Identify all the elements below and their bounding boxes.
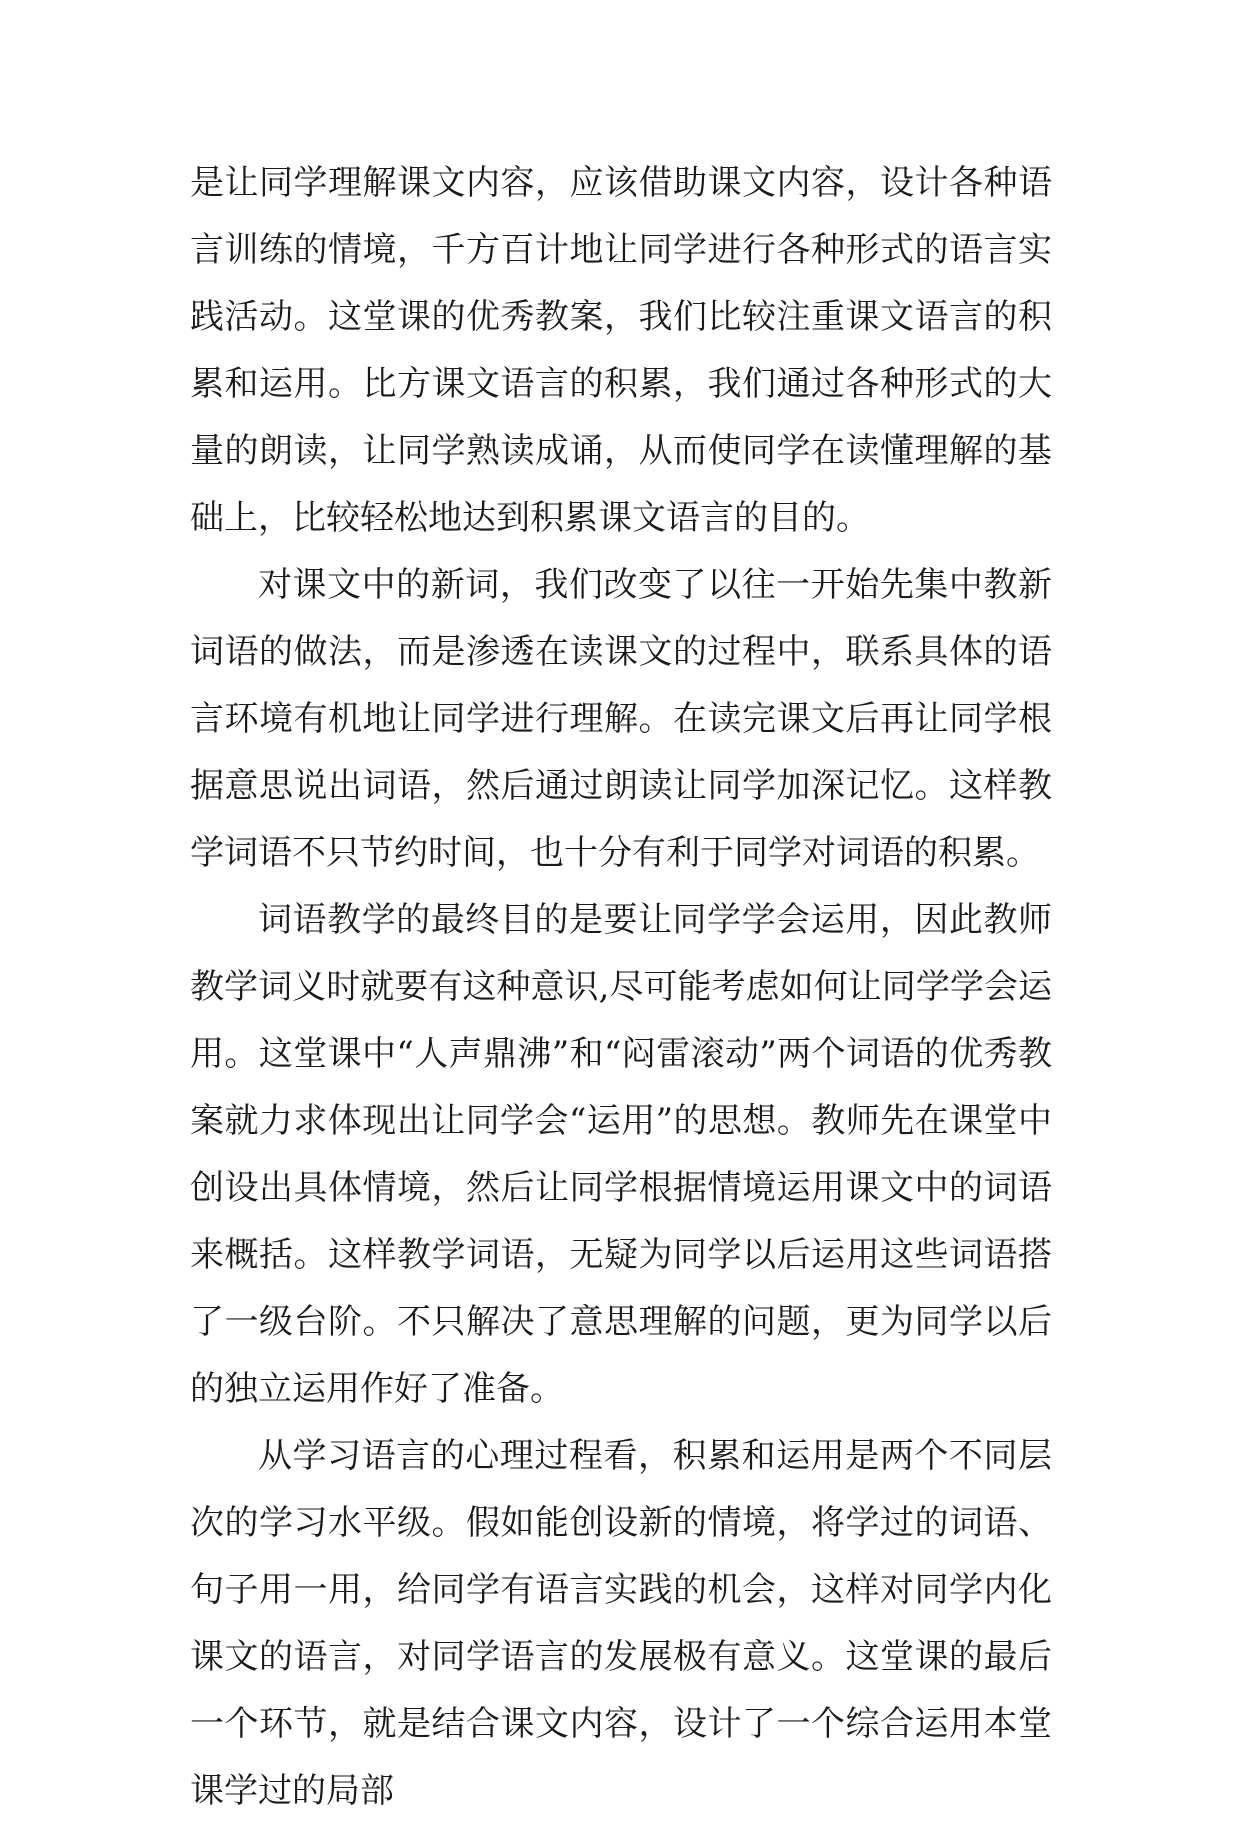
paragraph-3: 词语教学的最终目的是要让同学学会运用，因此教师教学词义时就要有这种意识,尽可能考虑如何让同学学会运用。这堂课中“人声鼎沸”和“闷雷滚动”两个词语的优秀教案就力求体现出让同学会“运用”的思想。教师先在课堂中创设出具体情境，然后让同学根据情境运用课文中的词语来概括。这样教学词语，无疑为同学以后运用这些词语搭了一级台阶。不只解决了意思理解的问题，更为同学以后的独立运用作好了准备。 <box>190 900 1052 1409</box>
document-body <box>190 150 1052 1825</box>
paragraph-2: 对课文中的新词，我们改变了以往一开始先集中教新词语的做法，而是渗透在读课文的过程中，联系具体的语言环境有机地让同学进行理解。在读完课文后再让同学根据意思说出词语，然后通过朗读让同学加深记忆。这样教学词语不只节约时间，也十分有利于同学对词语的积累。 <box>190 565 1052 873</box>
paragraph-4: 从学习语言的心理过程看，积累和运用是两个不同层次的学习水平级。假如能创设新的情境，将学过的词语、句子用一用，给同学有语言实践的机会，这样对同学内化课文的语言，对同学语言的发展极有意义。这堂课的最后一个环节，就是结合课文内容，设计了一个综合运用本堂课学过的局部 <box>190 1436 1052 1811</box>
paragraph-1: 是让同学理解课文内容，应该借助课文内容，设计各种语言训练的情境，千方百计地让同学进行各种形式的语言实践活动。这堂课的优秀教案，我们比较注重课文语言的积累和运用。比方课文语言的积累，我们通过各种形式的大量的朗读，让同学熟读成诵，从而使同学在读懂理解的基础上，比较轻松地达到积累课文语言的目的。 <box>190 163 1052 538</box>
